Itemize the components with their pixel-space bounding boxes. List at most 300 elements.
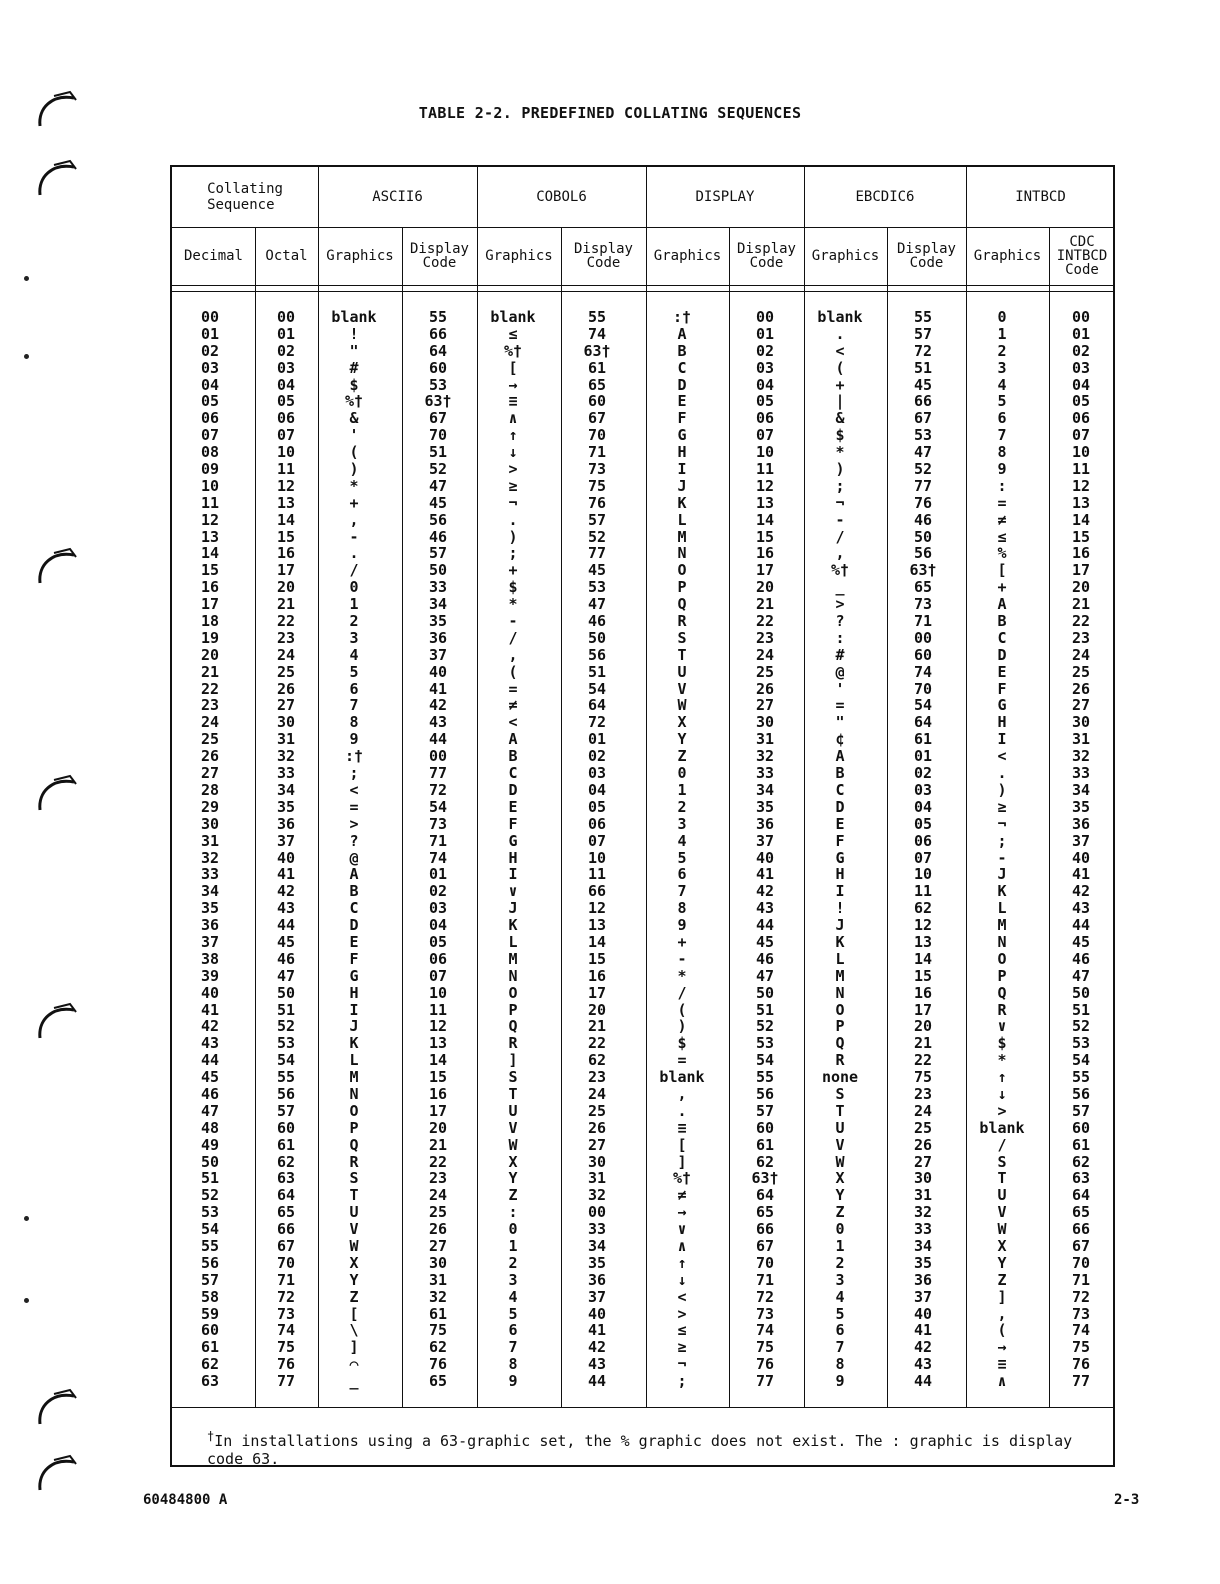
table-cell: 17: [428, 1101, 448, 1120]
table-cell: ∨: [508, 882, 518, 901]
table-cell: Q: [835, 1034, 845, 1053]
table-cell: ∨: [677, 1220, 687, 1239]
table-cell: 00: [913, 628, 933, 647]
table-cell: R: [997, 1000, 1007, 1019]
table-cell: ↓: [508, 443, 518, 462]
table-cell: 76: [755, 1355, 775, 1374]
table-cell: 01: [755, 324, 775, 343]
table-cell: X: [508, 1152, 518, 1171]
table-cell: 12: [913, 916, 933, 935]
table-cell: ≠: [677, 1186, 687, 1205]
table-cell: 3: [677, 814, 687, 833]
table-cell: 06: [200, 409, 220, 428]
decimal-column: [182, 309, 238, 1390]
table-cell: U: [508, 1101, 518, 1120]
table-cell: 75: [587, 476, 607, 495]
table-cell: _: [349, 1372, 359, 1391]
table-cell: 46: [276, 949, 296, 968]
table-cell: 33: [587, 1220, 607, 1239]
table-cell: 47: [428, 476, 448, 495]
table-cell: 44: [913, 1372, 933, 1391]
table-cell: +: [997, 578, 1007, 597]
table-cell: 07: [1071, 426, 1091, 445]
table-cell: U: [835, 1118, 845, 1137]
table-cell: S: [349, 1169, 359, 1188]
table-cell: 12: [1071, 476, 1091, 495]
table-cell: 54: [276, 1051, 296, 1070]
table-cell: 02: [913, 764, 933, 783]
table-cell: L: [677, 510, 687, 529]
table-cell: A: [349, 865, 359, 884]
table-cell: 02: [276, 341, 296, 360]
table-cell: 14: [200, 544, 220, 563]
table-cell: 24: [587, 1084, 607, 1103]
table-cell: 04: [200, 375, 220, 394]
table-cell: U: [997, 1186, 1007, 1205]
table-cell: 46: [428, 527, 448, 546]
table-cell: O: [677, 561, 687, 580]
table-cell: =: [677, 1051, 687, 1070]
table-cell: 06: [1071, 409, 1091, 428]
table-cell: X: [997, 1236, 1007, 1255]
table-cell: 57: [1071, 1101, 1091, 1120]
table-cell: 0: [349, 578, 359, 597]
table-cell: W: [677, 696, 687, 715]
table-cell: 02: [1071, 341, 1091, 360]
table-cell: :†: [344, 747, 364, 766]
display-graphics-header: Graphics: [653, 248, 722, 264]
table-cell: L: [349, 1051, 359, 1070]
table-cell: 60: [1071, 1118, 1091, 1137]
table-cell: 21: [276, 595, 296, 614]
table-cell: 50: [587, 628, 607, 647]
table-cell: 07: [587, 831, 607, 850]
table-cell: 3: [997, 358, 1007, 377]
table-cell: L: [508, 932, 518, 951]
table-cell: 11: [755, 460, 775, 479]
intbcd-graphics-header: Graphics: [973, 248, 1042, 264]
table-cell: 40: [913, 1304, 933, 1323]
table-cell: 47: [587, 595, 607, 614]
table-cell: Q: [349, 1135, 359, 1154]
table-cell: 70: [1071, 1253, 1091, 1272]
table-cell: C: [835, 780, 845, 799]
table-cell: 04: [1071, 375, 1091, 394]
table-cell: 36: [200, 916, 220, 935]
table-cell: ]: [677, 1152, 687, 1171]
table-cell: :: [508, 1203, 518, 1222]
table-cell: I: [349, 1000, 359, 1019]
table-cell: 44: [1071, 916, 1091, 935]
table-cell: 64: [276, 1186, 296, 1205]
table-cell: <: [508, 713, 518, 732]
table-cell: ): [835, 460, 845, 479]
table-cell: 31: [1071, 730, 1091, 749]
table-cell: ;: [835, 476, 845, 495]
table-cell: 51: [276, 1000, 296, 1019]
table-cell: 23: [200, 696, 220, 715]
table-cell: 53: [913, 426, 933, 445]
table-cell: W: [508, 1135, 518, 1154]
table-cell: 44: [276, 916, 296, 935]
table-cell: 07: [428, 966, 448, 985]
table-cell: 63: [1071, 1169, 1091, 1188]
table-cell: 37: [428, 645, 448, 664]
table-cell: 72: [755, 1287, 775, 1306]
table-cell: %†: [830, 561, 850, 580]
table-cell: 54: [1071, 1051, 1091, 1070]
table-cell: 35: [276, 797, 296, 816]
table-cell: 41: [1071, 865, 1091, 884]
table-cell: 03: [755, 358, 775, 377]
table-cell: 17: [200, 595, 220, 614]
table-cell: 27: [755, 696, 775, 715]
table-cell: 00: [587, 1203, 607, 1222]
table-cell: 7: [835, 1338, 845, 1357]
table-cell: 10: [1071, 443, 1091, 462]
table-cell: 9: [508, 1372, 518, 1391]
column-divider: [804, 167, 805, 1407]
table-cell: 26: [276, 679, 296, 698]
table-cell: U: [349, 1203, 359, 1222]
column-divider: [646, 167, 647, 1407]
table-cell: 10: [913, 865, 933, 884]
table-cell: 3: [835, 1270, 845, 1289]
table-cell: 24: [755, 645, 775, 664]
table-cell: ↓: [677, 1270, 687, 1289]
table-cell: 10: [200, 476, 220, 495]
column-divider: [887, 227, 888, 1407]
table-cell: 01: [913, 747, 933, 766]
table-cell: 30: [200, 814, 220, 833]
table-cell: D: [349, 916, 359, 935]
collating-sequence-header: Collating Sequence: [207, 181, 283, 213]
table-cell: 52: [276, 1017, 296, 1036]
table-cell: S: [835, 1084, 845, 1103]
table-cell: 50: [428, 561, 448, 580]
column-divider: [477, 167, 478, 1407]
table-cell: /: [508, 628, 518, 647]
table-cell: 50: [913, 527, 933, 546]
table-cell: 7: [349, 696, 359, 715]
table-cell: *: [997, 1051, 1007, 1070]
table-cell: 41: [913, 1321, 933, 1340]
table-cell: 14: [755, 510, 775, 529]
table-cell: K: [677, 493, 687, 512]
table-cell: B: [508, 747, 518, 766]
table-cell: 52: [587, 527, 607, 546]
table-cell: 42: [755, 882, 775, 901]
page-number: 2-3: [1114, 1492, 1140, 1508]
table-cell: 55: [200, 1236, 220, 1255]
table-cell: 21: [587, 1017, 607, 1036]
table-cell: 25: [1071, 662, 1091, 681]
table-cell: 4: [508, 1287, 518, 1306]
table-cell: W: [997, 1220, 1007, 1239]
table-cell: 4: [997, 375, 1007, 394]
table-cell: 72: [428, 780, 448, 799]
table-cell: S: [677, 628, 687, 647]
table-cell: ≥: [508, 476, 518, 495]
table-cell: 5: [677, 848, 687, 867]
table-cell: J: [835, 916, 845, 935]
table-cell: 13: [755, 493, 775, 512]
table-cell: 04: [755, 375, 775, 394]
table-cell: Z: [835, 1203, 845, 1222]
table-cell: 9: [835, 1372, 845, 1391]
table-cell: 52: [1071, 1017, 1091, 1036]
table-cell: 22: [913, 1051, 933, 1070]
table-cell: Z: [508, 1186, 518, 1205]
table-cell: Y: [508, 1169, 518, 1188]
table-cell: (: [835, 358, 845, 377]
table-cell: 11: [200, 493, 220, 512]
table-cell: M: [508, 949, 518, 968]
table-cell: 49: [200, 1135, 220, 1154]
table-cell: 62: [1071, 1152, 1091, 1171]
table-cell: 38: [200, 949, 220, 968]
table-cell: _: [835, 578, 845, 597]
table-cell: 34: [428, 595, 448, 614]
table-cell: 24: [428, 1186, 448, 1205]
table-cell: S: [508, 1068, 518, 1087]
table-cell: 21: [1071, 595, 1091, 614]
table-cell: 25: [913, 1118, 933, 1137]
scan-speck: [24, 276, 29, 281]
table-cell: N: [835, 983, 845, 1002]
table-cell: 15: [913, 966, 933, 985]
table-cell: 42: [1071, 882, 1091, 901]
table-cell: X: [349, 1253, 359, 1272]
table-cell: ?: [835, 612, 845, 631]
table-cell: 2: [997, 341, 1007, 360]
table-cell: 0: [508, 1220, 518, 1239]
table-cell: F: [677, 409, 687, 428]
table-cell: 53: [755, 1034, 775, 1053]
table-cell: 25: [755, 662, 775, 681]
table-cell: 36: [913, 1270, 933, 1289]
table-cell: 9: [349, 730, 359, 749]
table-cell: 51: [428, 443, 448, 462]
table-cell: ¬: [997, 814, 1007, 833]
table-cell: 67: [276, 1236, 296, 1255]
table-cell: 12: [200, 510, 220, 529]
table-cell: 11: [1071, 460, 1091, 479]
table-cell: 35: [1071, 797, 1091, 816]
table-cell: 67: [428, 409, 448, 428]
table-cell: 77: [587, 544, 607, 563]
table-cell: 67: [755, 1236, 775, 1255]
table-cell: 10: [276, 443, 296, 462]
table-cell: 5: [508, 1304, 518, 1323]
table-cell: 04: [276, 375, 296, 394]
table-cell: 31: [428, 1270, 448, 1289]
table-cell: 74: [755, 1321, 775, 1340]
table-cell: 61: [200, 1338, 220, 1357]
ascii6-header: ASCII6: [372, 189, 423, 205]
table-cell: 40: [200, 983, 220, 1002]
table-cell: ≥: [997, 797, 1007, 816]
intbcd-graphics-column: [970, 309, 1034, 1390]
table-cell: 66: [276, 1220, 296, 1239]
table-cell: 77: [913, 476, 933, 495]
table-cell: /: [349, 561, 359, 580]
collating-table: [170, 165, 1115, 1467]
ebcdic6-header: EBCDIC6: [855, 189, 915, 205]
table-cell: 62: [587, 1051, 607, 1070]
table-cell: 58: [200, 1287, 220, 1306]
table-cell: 34: [913, 1236, 933, 1255]
table-cell: 61: [755, 1135, 775, 1154]
table-cell: 39: [200, 966, 220, 985]
table-cell: ↓: [997, 1084, 1007, 1103]
table-cell: 36: [587, 1270, 607, 1289]
table-cell: 53: [428, 375, 448, 394]
table-cell: 3: [349, 628, 359, 647]
table-cell: ;: [997, 831, 1007, 850]
table-cell: B: [835, 764, 845, 783]
table-cell: 77: [1071, 1372, 1091, 1391]
table-cell: 61: [1071, 1135, 1091, 1154]
table-cell: 57: [587, 510, 607, 529]
table-cell: 16: [200, 578, 220, 597]
table-cell: M: [835, 966, 845, 985]
table-cell: 13: [587, 916, 607, 935]
table-cell: I: [997, 730, 1007, 749]
table-cell: 34: [1071, 780, 1091, 799]
table-cell: >: [835, 595, 845, 614]
table-cell: ≡: [508, 392, 518, 411]
table-cell: 10: [587, 848, 607, 867]
table-cell: 12: [587, 899, 607, 918]
table-cell: 70: [276, 1253, 296, 1272]
ebcdic6-graphics-header: Graphics: [811, 248, 880, 264]
table-cell: 18: [200, 612, 220, 631]
table-cell: +: [835, 375, 845, 394]
ebcdic6-display-code-header: Display Code: [896, 241, 956, 271]
table-cell: O: [349, 1101, 359, 1120]
table-cell: V: [677, 679, 687, 698]
table-cell: 26: [200, 747, 220, 766]
table-cell: 02: [755, 341, 775, 360]
column-divider: [729, 227, 730, 1407]
table-cell: 54: [200, 1220, 220, 1239]
table-cell: 14: [913, 949, 933, 968]
table-cell: 62: [200, 1355, 220, 1374]
table-cell: 43: [428, 713, 448, 732]
table-cell: 67: [913, 409, 933, 428]
table-cell: 55: [276, 1068, 296, 1087]
table-cell: P: [835, 1017, 845, 1036]
table-cell: (: [508, 662, 518, 681]
table-cell: 54: [428, 797, 448, 816]
table-cell: 37: [200, 932, 220, 951]
table-cell: 73: [755, 1304, 775, 1323]
table-cell: Z: [349, 1287, 359, 1306]
table-cell: 70: [913, 679, 933, 698]
table-cell: ≡: [997, 1355, 1007, 1374]
table-cell: Y: [835, 1186, 845, 1205]
table-cell: 52: [428, 460, 448, 479]
table-cell: 34: [755, 780, 775, 799]
table-cell: ↑: [997, 1068, 1007, 1087]
table-cell: 26: [913, 1135, 933, 1154]
table-cell: O: [997, 949, 1007, 968]
table-cell: 22: [587, 1034, 607, 1053]
table-cell: 52: [755, 1017, 775, 1036]
table-cell: 76: [913, 493, 933, 512]
table-cell: 45: [587, 561, 607, 580]
table-cell: T: [997, 1169, 1007, 1188]
table-cell: K: [835, 932, 845, 951]
table-cell: 15: [428, 1068, 448, 1087]
table-cell: 17: [276, 561, 296, 580]
table-cell: 70: [428, 426, 448, 445]
table-cell: #: [349, 358, 359, 377]
table-cell: 06: [587, 814, 607, 833]
table-cell: 26: [1071, 679, 1091, 698]
table-cell: 26: [428, 1220, 448, 1239]
table-cell: A: [997, 595, 1007, 614]
table-cell: 46: [1071, 949, 1091, 968]
table-cell: J: [997, 865, 1007, 884]
table-cell: 33: [1071, 764, 1091, 783]
table-title: TABLE 2-2. PREDEFINED COLLATING SEQUENCES: [418, 104, 802, 122]
table-cell: 11: [276, 460, 296, 479]
table-cell: 07: [755, 426, 775, 445]
table-cell: 13: [428, 1034, 448, 1053]
table-cell: /: [677, 983, 687, 1002]
table-cell: 1: [835, 1236, 845, 1255]
table-cell: >: [997, 1101, 1007, 1120]
table-cell: 60: [428, 358, 448, 377]
table-cell: 36: [428, 628, 448, 647]
table-cell: D: [508, 780, 518, 799]
table-cell: 20: [276, 578, 296, 597]
table-cell: ?: [349, 831, 359, 850]
table-cell: 30: [755, 713, 775, 732]
table-cell: 19: [200, 628, 220, 647]
table-cell: T: [677, 645, 687, 664]
table-cell: 50: [276, 983, 296, 1002]
table-cell: 5: [997, 392, 1007, 411]
table-cell: 26: [755, 679, 775, 698]
table-cell: Z: [677, 747, 687, 766]
binder-mark: [34, 770, 80, 816]
table-cell: 46: [755, 949, 775, 968]
table-cell: 35: [913, 1253, 933, 1272]
table-cell: K: [997, 882, 1007, 901]
table-cell: ¢: [835, 730, 845, 749]
table-cell: \: [349, 1321, 359, 1340]
table-cell: 07: [276, 426, 296, 445]
table-cell: 20: [755, 578, 775, 597]
table-cell: ∧: [997, 1372, 1007, 1391]
table-cell: 71: [276, 1270, 296, 1289]
scan-speck: [24, 1216, 29, 1221]
table-cell: 64: [428, 341, 448, 360]
table-cell: 57: [200, 1270, 220, 1289]
table-cell: 37: [1071, 831, 1091, 850]
table-cell: M: [677, 527, 687, 546]
table-cell: I: [508, 865, 518, 884]
table-cell: 47: [913, 443, 933, 462]
table-cell: !: [349, 324, 359, 343]
table-cell: 42: [913, 1338, 933, 1357]
table-cell: T: [835, 1101, 845, 1120]
table-cell: 42: [276, 882, 296, 901]
table-cell: 50: [1071, 983, 1091, 1002]
